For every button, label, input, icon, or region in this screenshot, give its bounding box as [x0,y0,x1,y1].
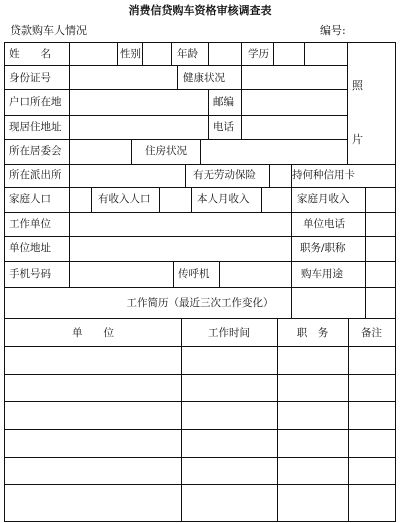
photo-label-bottom: 片 [352,133,363,146]
name-label: 姓 名 [9,48,51,60]
divider [5,65,347,66]
education-label: 学历 [248,48,269,60]
divider [273,43,274,65]
divider [185,164,186,187]
divider [304,43,305,65]
health-label: 健康状况 [183,72,225,84]
work-history-title: 工作简历（最近三次工作变化） [126,297,274,309]
credit-card-label: 持何种信用卡 [292,169,355,181]
phone-label: 电话 [213,121,234,133]
form-number-label: 编号: [320,24,346,37]
divider [5,287,395,288]
divider [5,401,395,402]
divider [177,65,178,89]
divider [241,43,242,65]
divider [5,429,395,430]
police-station-label: 所在派出所 [9,169,62,181]
registered-address-label: 户口所在地 [9,96,62,108]
document-title: 消费信贷购车资格审核调查表 [128,4,272,17]
id-number-label: 身份证号 [9,72,51,84]
divider [291,187,292,212]
divider [69,43,70,65]
history-col-notes: 备注 [361,327,382,339]
divider [191,187,192,212]
residents-committee-label: 所在居委会 [9,145,62,157]
postcode-label: 邮编 [213,96,234,108]
divider [5,187,395,188]
divider [5,89,347,90]
divider [131,139,132,164]
divider [365,187,366,212]
divider [269,164,270,187]
divider [208,89,209,139]
family-income-label: 家庭月收入 [297,193,350,205]
employer-label: 工作单位 [9,218,51,230]
divider [5,236,395,237]
mobile-label: 手机号码 [9,268,51,280]
divider [5,139,347,140]
earners-label: 有收入人口 [98,193,151,205]
labor-insurance-label: 有无劳动保险 [193,169,256,181]
divider [241,65,242,89]
age-label: 年龄 [177,48,198,60]
housing-label: 住房状况 [145,145,187,157]
divider [261,187,262,212]
divider [69,65,70,287]
section-label: 贷款购车人情况 [10,24,87,37]
divider [5,374,395,375]
divider [5,346,395,347]
divider [5,318,395,319]
divider [171,43,172,65]
divider [208,43,209,65]
divider [173,261,174,287]
divider [5,261,395,262]
divider [181,318,182,521]
divider [5,457,395,458]
history-col-employer: 单 位 [72,327,114,339]
divider [5,484,395,485]
divider [200,139,201,164]
divider [219,261,220,287]
position-label: 职务/职称 [300,242,346,254]
divider [5,115,347,116]
history-col-period: 工作时间 [208,327,250,339]
history-col-position: 职 务 [296,327,329,339]
pager-label: 传呼机 [178,268,210,280]
purpose-label: 购车用途 [301,268,343,280]
divider [348,318,349,521]
divider [91,187,92,212]
personal-income-label: 本人月收入 [197,193,250,205]
current-address-label: 现居住地址 [9,121,62,133]
divider [241,89,242,139]
divider [277,318,278,521]
divider [5,212,395,213]
divider [347,43,348,164]
divider [117,43,118,65]
work-phone-label: 单位电话 [303,218,345,230]
family-size-label: 家庭人口 [9,193,51,205]
divider [142,43,143,65]
application-form [4,42,396,522]
photo-label-top: 照 [352,79,363,92]
gender-label: 性别 [120,48,141,60]
divider [159,187,160,212]
work-address-label: 单位地址 [9,242,51,254]
divider [5,164,395,165]
